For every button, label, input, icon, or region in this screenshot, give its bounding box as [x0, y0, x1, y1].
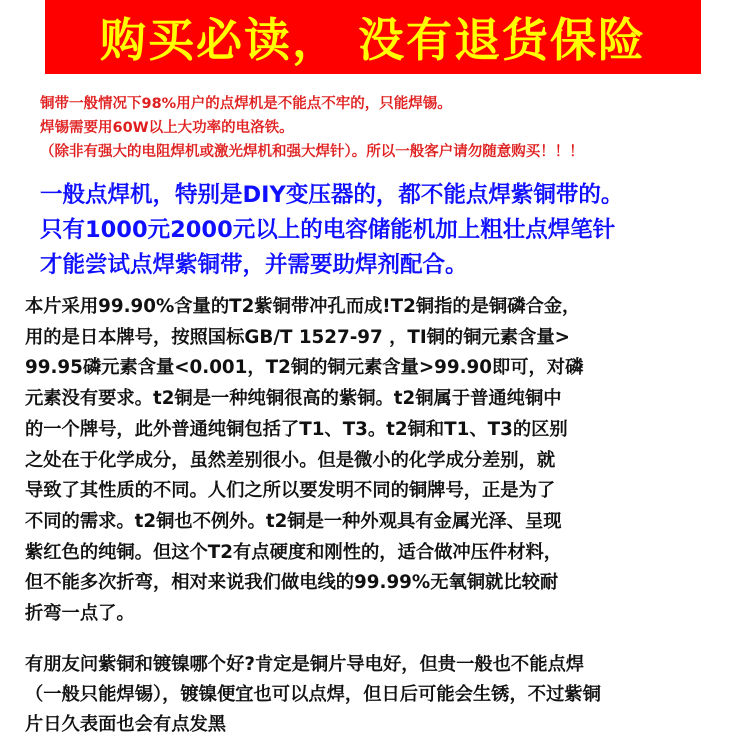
warning-banner — [45, 0, 701, 74]
warning-line: 铜带一般情况下98%用户的点焊机是不能点不牢的，只能焊锡。 — [40, 96, 452, 112]
description-line: 99.95磷元素含量<0.001，T2铜的铜元素含量>99.90即可，对磷 — [25, 357, 584, 379]
material-description — [25, 292, 730, 630]
warning-line: 焊锡需要用60W以上大功率的电洛铁。 — [40, 120, 294, 136]
description-line: 之处在于化学成分，虽然差别很小。但是微小的化学成分差别，就 — [25, 449, 556, 471]
description-line: 折弯一点了。 — [25, 603, 135, 625]
description-line: 但不能多次折弯，相对来说我们做电线的99.99%无氧铜就比较耐 — [25, 572, 559, 594]
description-line: 紫红色的纯铜。但这个T2有点硬度和刚性的，适合做冲压件材料， — [25, 541, 563, 563]
note-line: （一般只能焊锡），镀镍便宜也可以点焊，但日后可能会生锈，不过紫铜 — [25, 684, 601, 705]
description-line: 元素没有要求。t2铜是一种纯铜很高的紫铜。t2铜属于普通纯铜中 — [25, 388, 562, 410]
description-line: 用的是日本牌号，按照国标GB/T 1527-97 ，TI铜的铜元素含量> — [25, 326, 570, 348]
blue-notice-block — [40, 178, 740, 283]
description-line: 的一个牌号，此外普通纯铜包括了T1、T3。t2铜和T1、T3的区别 — [25, 418, 568, 440]
description-line: 不同的需求。t2铜也不例外。t2铜是一种外观具有金属光泽、呈现 — [25, 510, 562, 532]
red-warning-block — [40, 92, 750, 164]
notice-line: 只有1000元2000元以上的电容储能机加上粗壮点焊笔针 — [40, 217, 616, 243]
banner-title: 购买必读， 没有退货保险 — [99, 13, 646, 67]
description-line: 导致了其性质的不同。人们之所以要发明不同的铜牌号，正是为了 — [25, 480, 556, 502]
comparison-note — [25, 650, 745, 740]
note-line: 有朋友问紫铜和镀镍哪个好?肯定是铜片导电好，但贵一般也不能点焊 — [25, 654, 585, 675]
description-line: 本片采用99.90%含量的T2紫铜带冲孔而成!T2铜指的是铜磷合金， — [25, 296, 581, 317]
notice-line: 才能尝试点焊紫铜带，并需要助焊剂配合。 — [40, 252, 468, 278]
warning-line: （除非有强大的电阻焊机或激光焊机和强大焊针）。所以一般客户请勿随意购买！！！ — [40, 144, 584, 160]
note-line: 片日久表面也会有点发黑 — [25, 714, 227, 735]
notice-line: 一般点焊机，特别是DIY变压器的，都不能点焊紫铜带的。 — [40, 182, 624, 208]
